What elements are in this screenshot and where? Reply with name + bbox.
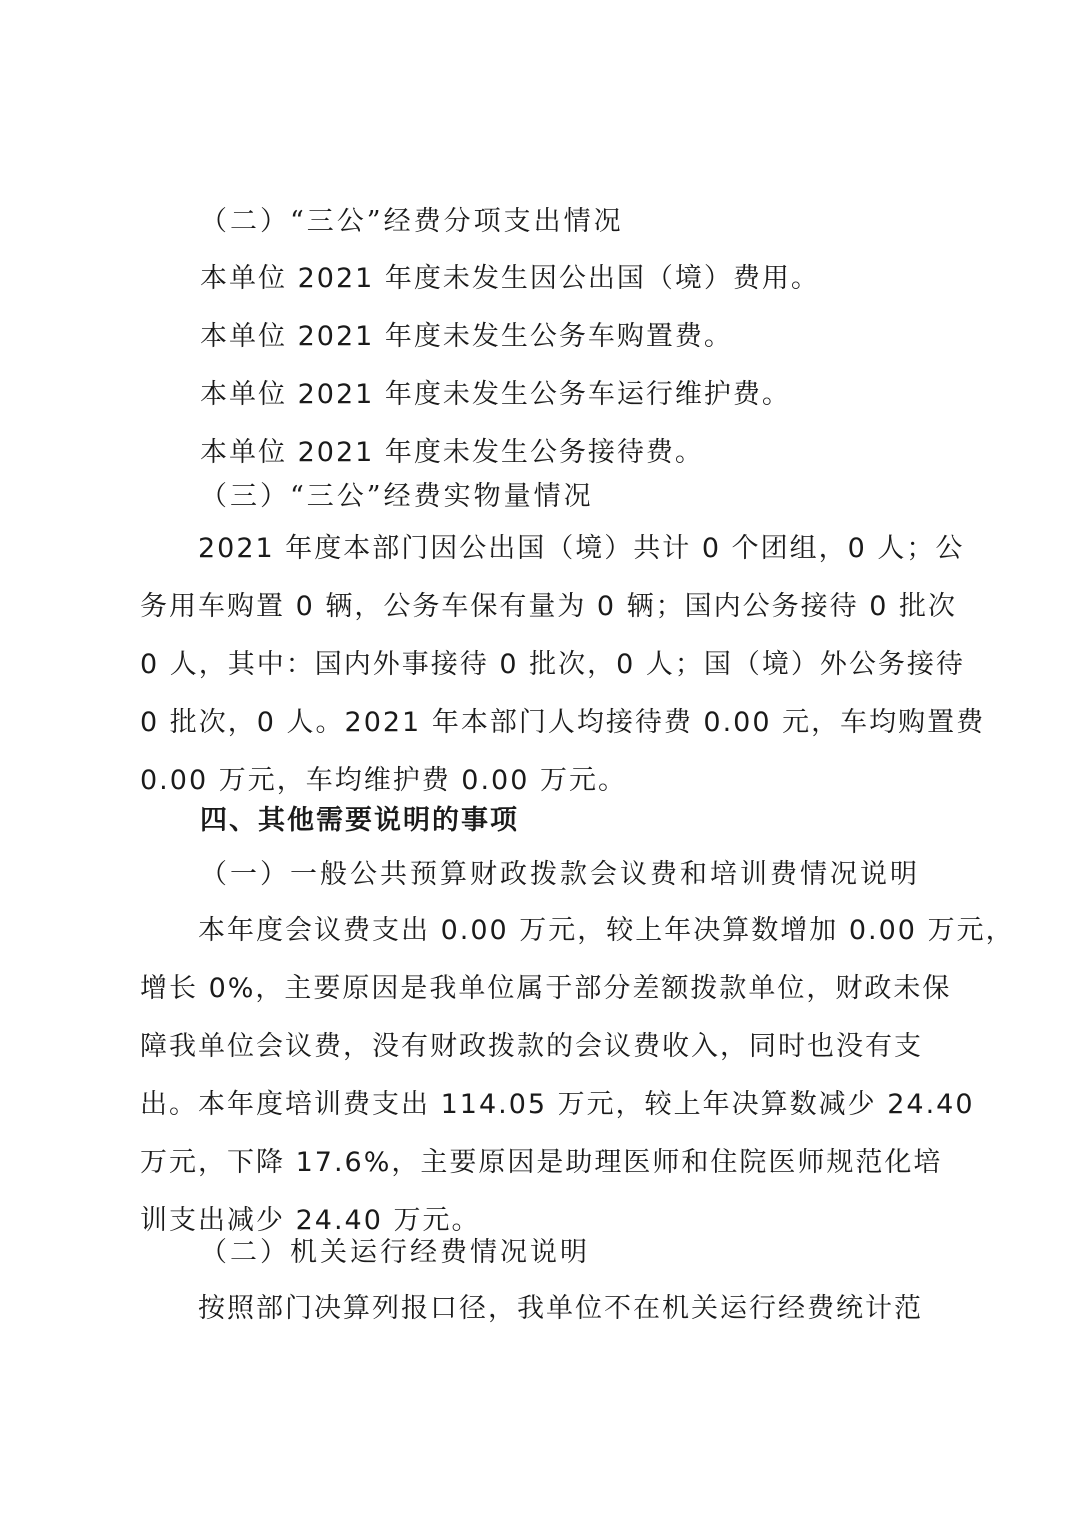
paragraph-line: 0 批次，0 人。2021 年本部门人均接待费 0.00 元，车均购置费 — [140, 707, 986, 738]
paragraph-line: 增长 0%，主要原因是我单位属于部分差额拨款单位，财政未保 — [140, 973, 952, 1004]
paragraph-line: 万元，下降 17.6%，主要原因是助理医师和住院医师规范化培 — [140, 1147, 943, 1178]
paragraph-line: 务用车购置 0 辆，公务车保有量为 0 辆；国内公务接待 0 批次 — [140, 591, 958, 622]
subheading-agency-operating-funds — [200, 1224, 1000, 1282]
paragraph-line: 0 人，其中：国内外事接待 0 批次，0 人；国（境）外公务接待 — [140, 649, 965, 680]
meeting-training-paragraph — [140, 902, 1015, 1250]
paragraph-line: 本单位 2021 年度未发生公务车运行维护费。 — [200, 379, 791, 410]
heading-text: （三）“三公”经费实物量情况 — [200, 481, 594, 512]
heading-text: （二）“三公”经费分项支出情况 — [200, 206, 624, 237]
physical-quantity-paragraph — [140, 520, 986, 810]
subheading-meeting-training — [200, 846, 1000, 904]
paragraph-line: 出。本年度培训费支出 114.05 万元，较上年决算数减少 24.40 — [140, 1089, 975, 1120]
three-public-items-paragraphs — [200, 250, 1000, 482]
main-heading-other-matters — [200, 792, 1000, 850]
heading-text: 四、其他需要说明的事项 — [200, 805, 519, 836]
paragraph-line: 本单位 2021 年度未发生因公出国（境）费用。 — [200, 263, 820, 294]
section-heading-physical-quantity — [200, 468, 1000, 526]
agency-operating-funds-paragraph — [140, 1280, 940, 1338]
heading-text: （二）机关运行经费情况说明 — [200, 1237, 590, 1268]
paragraph-line: 训支出减少 24.40 万元。 — [140, 1205, 481, 1236]
heading-text: （一）一般公共预算财政拨款会议费和培训费情况说明 — [200, 859, 920, 890]
paragraph-line: 本年度会议费支出 0.00 万元，较上年决算数增加 0.00 万元， — [198, 915, 1015, 946]
paragraph-line: 本单位 2021 年度未发生公务车购置费。 — [200, 321, 733, 352]
paragraph-line: 本单位 2021 年度未发生公务接待费。 — [200, 437, 704, 468]
paragraph-line: 2021 年度本部门因公出国（境）共计 0 个团组，0 人；公 — [198, 533, 965, 564]
section-heading-three-public-items — [200, 193, 1000, 251]
paragraph-line: 按照部门决算列报口径，我单位不在机关运行经费统计范 — [198, 1293, 923, 1324]
paragraph-line: 障我单位会议费，没有财政拨款的会议费收入，同时也没有支 — [140, 1031, 923, 1062]
paragraph-line: 0.00 万元，车均维护费 0.00 万元。 — [140, 765, 627, 796]
